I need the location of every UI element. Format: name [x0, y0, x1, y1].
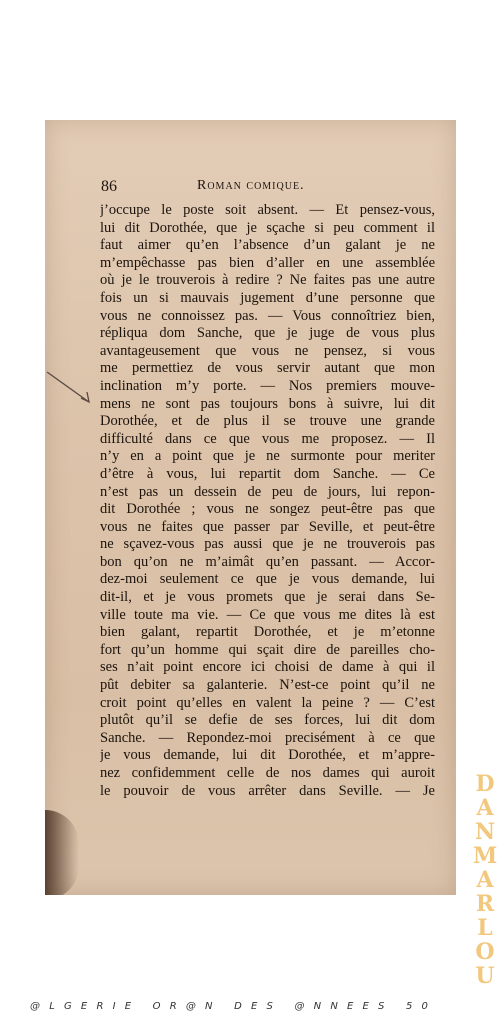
body-text — [100, 202, 435, 800]
text-line: m’empêchasse pas bien d’aller en une assemblée — [100, 254, 435, 271]
pencil-margin-mark-icon — [45, 368, 95, 412]
text-line: d’être à vous, lui repartit dom Sanche. — Ce — [100, 465, 435, 482]
text-line: ville toute ma vie. — Ce que vous me dites là est — [100, 606, 435, 623]
running-head — [197, 178, 305, 194]
text-line: nez confidemment celle de nos dames qui auroit — [100, 765, 435, 781]
text-line: inclination m’y porte. — Nos premiers mouve- — [100, 377, 435, 394]
text-line: j’occupe le poste soit absent. — Et pensez-vous, — [100, 202, 435, 218]
text-line: dit-il, et je vous promets que je serai dans Se- — [100, 589, 435, 606]
watermark-letter: A — [476, 867, 494, 893]
text-line: mens ne sont pas toujours bons à suivre, lui dit — [100, 395, 435, 412]
watermark-letter: O — [475, 939, 495, 965]
text-line: plutôt qu’il se defie de ses forces, lui dit dom — [100, 712, 435, 729]
text-line: dit Dorothée ; vous ne songez peut-être pas que — [100, 501, 435, 518]
text-line: ne sçavez-vous pas aussi que je ne trouverois pas — [100, 536, 435, 553]
text-line: fort qu’un homme qui sçait dire de pareilles cho- — [100, 641, 435, 658]
watermark-letter: U — [475, 963, 495, 989]
text-line: faut aimer qu’en l’absence d’un galant je ne — [100, 237, 435, 254]
text-line: vous ne connoissez pas. — Vous connoîtriez bien, — [100, 307, 435, 324]
text-line: lui dit Dorothée, que je sçache si peu comment il — [100, 219, 435, 236]
text-line: n’y en a point que je ne surmonte pour meriter — [100, 448, 435, 465]
text-line: je vous demande, lui dit Dorothée, et m’appre- — [100, 747, 435, 764]
scanned-book-page — [45, 120, 456, 895]
watermark-letter: R — [475, 891, 495, 917]
text-line: ses n’ait point encore ici choisi de dame à qui il — [100, 659, 435, 676]
text-line: bien galant, repartit Dorothée, et je m’etonne — [100, 624, 435, 641]
text-line: avantageusement que vous ne pensez, si vous — [100, 342, 435, 359]
text-line: vous ne faites que passer par Seville, et peut-être — [100, 518, 435, 535]
footer-watermark-text: @LGERIE OR@N DES @NNEES 50 — [30, 1001, 438, 1012]
text-line: me permettiez de vous servir autant que mon — [100, 360, 435, 377]
text-line: répliqua dom Sanche, que je juge de vous plus — [100, 325, 435, 342]
watermark-letter: N — [474, 819, 496, 845]
text-line: difficulté dans ce que vous me proposez. — Il — [100, 430, 435, 447]
text-line: Dorothée, et de plus il se trouve une grande — [100, 413, 435, 430]
text-line: dez-moi seulement ce que je vous demande, lui — [100, 571, 435, 588]
text-line: pût debiter sa galanterie. N’est-ce point qu’il ne — [100, 677, 435, 694]
watermark-letter: A — [476, 795, 494, 821]
text-line: bon qu’on ne m’aimât qu’en passant. — Accor- — [100, 553, 435, 570]
text-line: n’est pas un dessein de peu de jours, lui repon- — [100, 483, 435, 500]
watermark-letter: L — [477, 915, 493, 941]
vertical-watermark — [472, 772, 498, 988]
running-head-title: Roman comique. — [197, 178, 305, 193]
text-line: où je le trouverois à redire ? Ne faites pas une autre — [100, 272, 435, 289]
page-number: 86 — [101, 178, 117, 195]
text-line: Sanche. — Repondez-moi precisément à ce que — [100, 729, 435, 746]
watermark-letter: D — [475, 771, 495, 797]
text-line: le pouvoir de vous arrêter dans Seville. — Je — [100, 782, 435, 799]
text-line: fois un si mauvais jugement d’une personne que — [100, 289, 435, 306]
watermark-letter: M — [472, 843, 498, 869]
text-line: croit point qu’elles en valent la peine ? — C’est — [100, 694, 435, 711]
page-edge-shadow — [45, 810, 79, 895]
